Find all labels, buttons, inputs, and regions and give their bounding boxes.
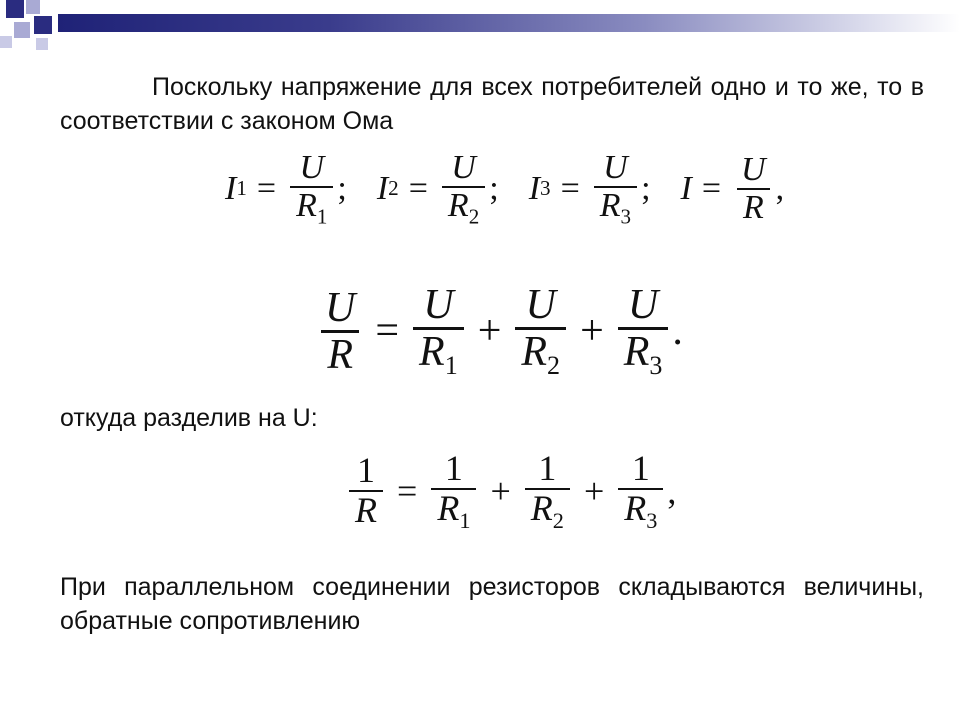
reciprocal-resistance-formula: $\frac{1}{R}$ = $\frac{1}{R_1}$ + $\frac{1}{R_2}$ + $\frac{1}{R_3}$ , [345,450,676,532]
deco-square-light [26,0,40,14]
divide-text: откуда разделив на U: [60,404,318,432]
deco-square-light [14,22,30,38]
current-sum-formula: $\frac{U}{R}$ = $\frac{U}{R_1}$ + $\frac{U}{R_2}$ + $\frac{U}{R_3}$ . [315,283,683,380]
deco-square-light [0,36,12,48]
deco-square-dark [34,16,52,34]
ohm-law-formulas: I 1 = $\frac{U}{R_1}$ ; I 2 = $\frac{U}{R_2}$ ; I 3 = $\frac{U}{R_3}$ ; I = $\frac{U}{R}$ , [225,149,785,229]
header-gradient-bar [58,14,960,32]
deco-square-light [36,38,48,50]
conclusion-paragraph: При параллельном соединении резисторов складываются величины, обратные сопротивлению [60,573,924,635]
intro-paragraph: Поскольку напряжение для всех потребителей одно и то же, то в соответствии с законом Ома [60,73,924,135]
deco-square-dark [6,0,24,18]
